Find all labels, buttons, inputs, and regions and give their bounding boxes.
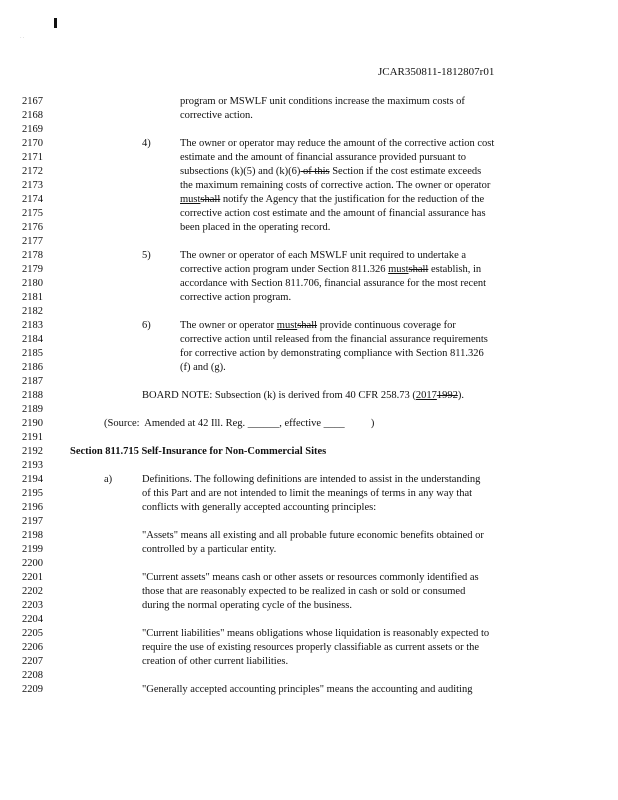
text-line: corrective action. bbox=[180, 110, 253, 121]
line-number: 2202 bbox=[22, 586, 43, 597]
text-line: The owner or operator of each MSWLF unit required to undertake a bbox=[180, 250, 467, 261]
line-number: 2206 bbox=[22, 642, 43, 653]
text-line: those that are reasonably expected to be realized in cash or sold or consumed bbox=[142, 586, 466, 597]
definition-current-liabilities: "Current liabilities" means obligations whose liquidation is reasonably expected to bbox=[142, 628, 490, 639]
line-number: 2174 bbox=[22, 194, 43, 205]
line-number: 2173 bbox=[22, 180, 43, 191]
line-number: 2172 bbox=[22, 166, 43, 177]
text-line: conflicts with generally accepted accounting principles: bbox=[142, 502, 377, 513]
line-number: 2181 bbox=[22, 292, 43, 303]
line-number: 2168 bbox=[22, 110, 43, 121]
line-number: 2195 bbox=[22, 488, 43, 499]
line-number: 2205 bbox=[22, 628, 43, 639]
line-number: 2201 bbox=[22, 572, 43, 583]
definition-current-assets: "Current assets" means cash or other assets or resources commonly identified as bbox=[142, 572, 479, 583]
line-number: 2199 bbox=[22, 544, 43, 555]
text-line: require the use of existing resources properly classifiable as current assets or the bbox=[142, 642, 480, 653]
text-line: of this Part and are not intended to limit the meanings of terms in any way that bbox=[142, 488, 473, 499]
deleted-text: shall bbox=[200, 194, 221, 205]
line-number: 2187 bbox=[22, 376, 43, 387]
line-number: 2198 bbox=[22, 530, 43, 541]
line-number: 2175 bbox=[22, 208, 43, 219]
line-number: 2170 bbox=[22, 138, 43, 149]
item-label: 5) bbox=[142, 250, 151, 261]
text-line: the maximum remaining costs of corrective action. The owner or operator bbox=[180, 180, 491, 191]
text-line: during the normal operating cycle of the business. bbox=[142, 600, 352, 611]
line-number: 2193 bbox=[22, 460, 43, 471]
deleted-text: shall bbox=[408, 264, 429, 275]
text-line: corrective action cost estimate and the amount of financial assurance has bbox=[180, 208, 486, 219]
scan-mark bbox=[54, 18, 57, 28]
definition-gaap: "Generally accepted accounting principles" means the accounting and auditing bbox=[142, 684, 473, 695]
text-line: mustshall notify the Agency that the justification for the reduction of the bbox=[180, 194, 485, 205]
text-line: corrective action program. bbox=[180, 292, 292, 303]
item-label: a) bbox=[104, 474, 113, 485]
text-line: Definitions. The following definitions are intended to assist in the understanding bbox=[142, 474, 481, 485]
item-label: 4) bbox=[142, 138, 151, 149]
text-line: corrective action until released from the financial assurance requirements bbox=[180, 334, 488, 345]
line-number: 2188 bbox=[22, 390, 43, 401]
line-number: 2196 bbox=[22, 502, 43, 513]
line-number: 2207 bbox=[22, 656, 43, 667]
line-number: 2191 bbox=[22, 432, 43, 443]
line-number: 2209 bbox=[22, 684, 43, 695]
deleted-text: 1992 bbox=[436, 390, 458, 401]
text-line: been placed in the operating record. bbox=[180, 222, 331, 233]
line-number: 2179 bbox=[22, 264, 43, 275]
line-number: 2183 bbox=[22, 320, 43, 331]
inserted-text: must bbox=[388, 264, 409, 275]
definition-assets: "Assets" means all existing and all probable future economic benefits obtained or bbox=[142, 530, 484, 541]
line-number: 2171 bbox=[22, 152, 43, 163]
inserted-text: must bbox=[276, 320, 298, 331]
text-line: controlled by a particular entity. bbox=[142, 544, 277, 555]
inserted-text: must bbox=[180, 194, 201, 205]
item-label: 6) bbox=[142, 320, 151, 331]
text-line: The owner or operator mustshall provide continuous coverage for bbox=[180, 320, 456, 331]
line-number: 2182 bbox=[22, 306, 43, 317]
inserted-text: 2017 bbox=[415, 390, 437, 401]
deleted-text: of this bbox=[300, 166, 330, 177]
line-number: 2194 bbox=[22, 474, 43, 485]
text-line: (f) and (g). bbox=[180, 362, 226, 373]
deleted-text: shall bbox=[297, 320, 318, 331]
text-line: corrective action program under Section 811.326 mustshall establish, in bbox=[180, 264, 482, 275]
line-number: 2192 bbox=[22, 446, 43, 457]
line-number: 2208 bbox=[22, 670, 43, 681]
line-number: 2169 bbox=[22, 124, 43, 135]
text-line: for corrective action by demonstrating compliance with Section 811.326 bbox=[180, 348, 484, 359]
line-number: 2186 bbox=[22, 362, 43, 373]
line-number: 2203 bbox=[22, 600, 43, 611]
line-number: 2180 bbox=[22, 278, 43, 289]
line-number: 2189 bbox=[22, 404, 43, 415]
board-note: BOARD NOTE: Subsection (k) is derived from 40 CFR 258.73 (20171992). bbox=[142, 390, 464, 401]
text-line: The owner or operator may reduce the amount of the corrective action cost bbox=[180, 138, 495, 149]
section-heading: Section 811.715 Self-Insurance for Non-Commercial Sites bbox=[70, 446, 327, 457]
text-line: creation of other current liabilities. bbox=[142, 656, 289, 667]
line-number: 2176 bbox=[22, 222, 43, 233]
text-line: program or MSWLF unit conditions increase the maximum costs of bbox=[180, 96, 465, 107]
line-number: 2167 bbox=[22, 96, 43, 107]
document-id: JCAR350811-1812807r01 bbox=[378, 66, 495, 78]
text-line: subsections (k)(5) and (k)(6) of this Section if the cost estimate exceeds bbox=[180, 166, 482, 177]
line-number: 2200 bbox=[22, 558, 43, 569]
line-number: 2185 bbox=[22, 348, 43, 359]
text-line: accordance with Section 811.706, financial assurance for the most recent bbox=[180, 278, 487, 289]
line-number: 2178 bbox=[22, 250, 43, 261]
source-note: (Source: Amended at 42 Ill. Reg. ______, effective ____ ) bbox=[104, 418, 375, 429]
line-number: 2190 bbox=[22, 418, 43, 429]
text-line: estimate and the amount of financial assurance provided pursuant to bbox=[180, 152, 467, 163]
line-number: 2197 bbox=[22, 516, 43, 527]
line-number: 2177 bbox=[22, 236, 43, 247]
line-number: 2184 bbox=[22, 334, 43, 345]
line-number: 2204 bbox=[22, 614, 43, 625]
scan-specks: · · bbox=[20, 36, 25, 41]
